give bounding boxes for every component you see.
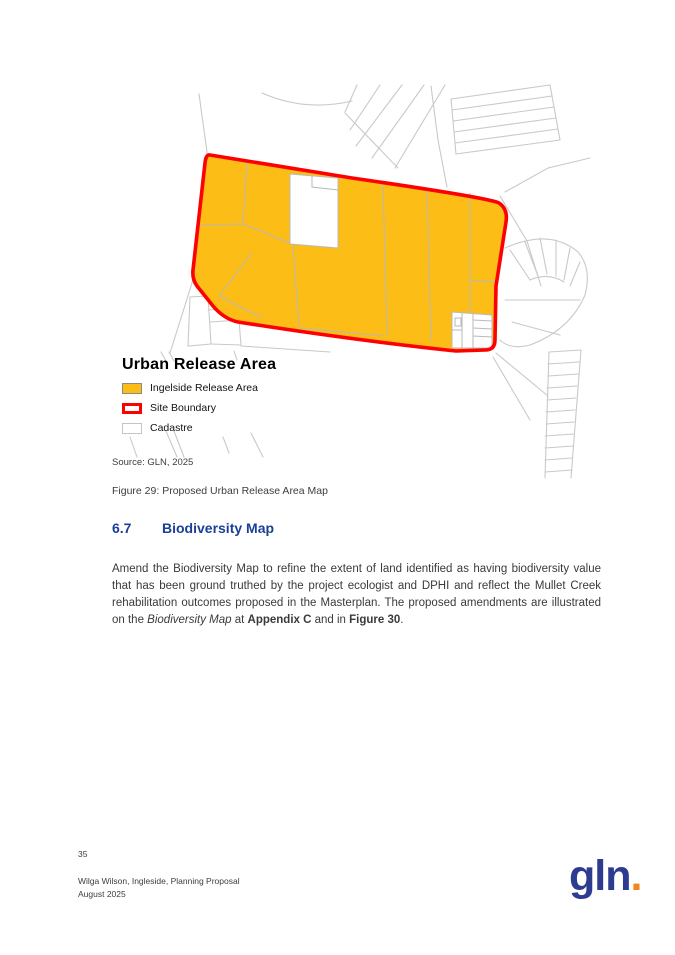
- release-area-swatch: [122, 383, 142, 394]
- legend-item-site-boundary: [122, 402, 276, 414]
- legend-label: Site Boundary: [150, 402, 216, 414]
- page-number: 35: [78, 849, 88, 859]
- cadastre-swatch: [122, 423, 142, 434]
- legend-item-cadastre: [122, 422, 276, 434]
- small-lots-annex: [452, 312, 492, 348]
- footer-date: August 2025: [78, 889, 126, 899]
- body-paragraph: Amend the Biodiversity Map to refine the extent of land identified as having biodiversity value that has been ground truthed by the project ecologist and DPHI and reflect the Mullet Creek rehabilitation outcomes proposed in the Masterplan. The proposed amendments are illustrated on the Biodiversity Map at Appendix C and in Figure 30.: [112, 562, 601, 627]
- gln-logo: [569, 852, 642, 900]
- footer-document-title: Wilga Wilson, Ingleside, Planning Proposal: [78, 876, 240, 886]
- map-legend: [122, 356, 276, 434]
- figure-caption: Figure 29: Proposed Urban Release Area Map: [112, 485, 328, 497]
- gln-logo-dot: .: [630, 852, 642, 900]
- legend-label: Cadastre: [150, 422, 193, 434]
- site-boundary-swatch: [122, 403, 142, 414]
- gln-logo-text: gln: [569, 852, 631, 900]
- legend-item-release-area: [122, 382, 276, 394]
- section-number: 6.7: [112, 520, 132, 536]
- legend-title: Urban Release Area: [122, 356, 277, 373]
- legend-label: Ingelside Release Area: [150, 382, 258, 394]
- source-note: Source: GLN, 2025: [112, 457, 194, 468]
- excluded-lot-notch: [290, 174, 338, 248]
- section-heading: [112, 520, 274, 536]
- section-title: Biodiversity Map: [162, 520, 275, 536]
